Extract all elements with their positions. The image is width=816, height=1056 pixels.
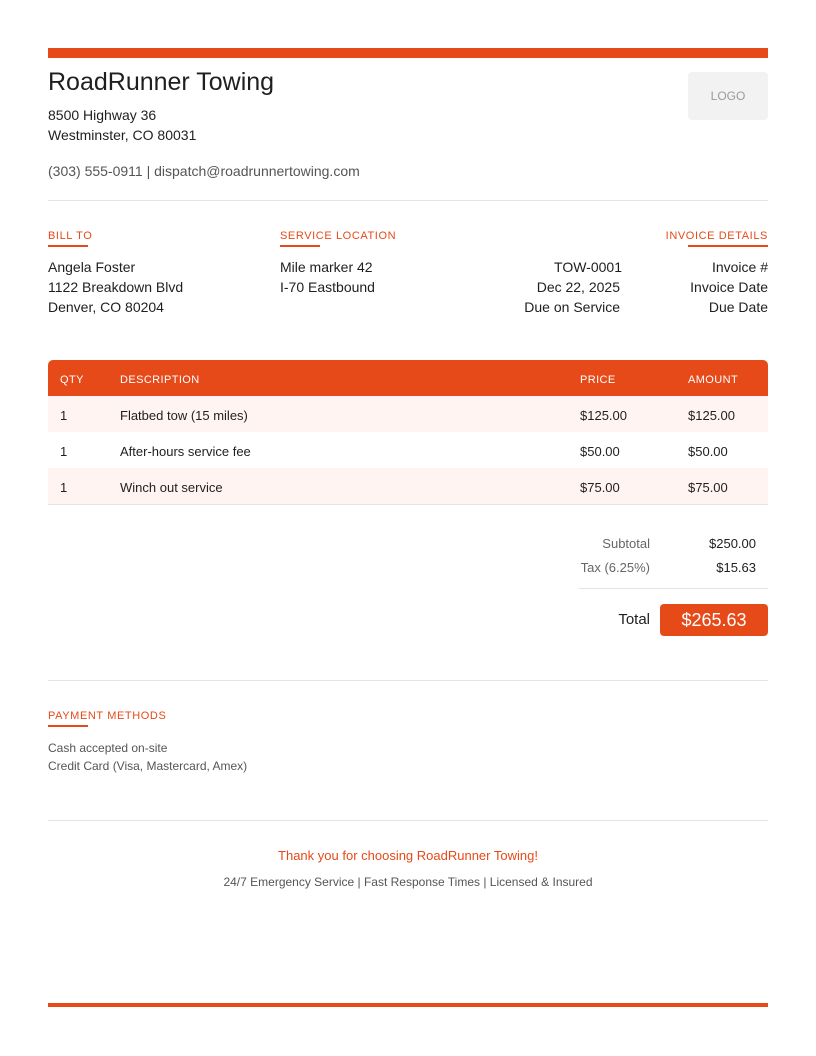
payment-methods-label: PAYMENT METHODS xyxy=(48,710,167,722)
logo-placeholder: LOGO xyxy=(688,72,768,120)
row-qty: 1 xyxy=(60,408,68,423)
header-divider xyxy=(48,200,768,201)
due-date-value: Due on Service xyxy=(524,299,620,315)
amount-header: AMOUNT xyxy=(688,374,739,386)
service-location-line1: Mile marker 42 xyxy=(280,259,373,275)
invoice-page xyxy=(48,0,768,1056)
top-accent-bar xyxy=(48,48,768,58)
bill-to-line2: Denver, CO 80204 xyxy=(48,299,164,315)
totals-divider-full xyxy=(48,680,768,681)
price-header: PRICE xyxy=(580,374,616,386)
tax-value: $15.63 xyxy=(716,560,756,575)
table-row xyxy=(48,396,768,432)
invoice-date-value: Dec 22, 2025 xyxy=(536,279,620,295)
company-name: RoadRunner Towing xyxy=(48,68,275,96)
table-row xyxy=(48,468,768,504)
bill-to-line1: 1122 Breakdown Blvd xyxy=(48,279,184,295)
row-description: After-hours service fee xyxy=(120,444,251,459)
invoice-date-label: Invoice Date xyxy=(690,279,768,295)
tax-label: Tax (6.25%) xyxy=(580,560,650,575)
due-date-label: Due Date xyxy=(708,299,768,315)
items-table-header xyxy=(48,360,768,396)
payment-method-item: Credit Card (Visa, Mastercard, Amex) xyxy=(48,759,248,773)
total-value-badge: $265.63 xyxy=(660,604,768,636)
footer-divider xyxy=(48,820,768,821)
invoice-number-label: Invoice # xyxy=(711,259,768,275)
row-price: $125.00 xyxy=(580,408,627,423)
row-amount: $75.00 xyxy=(688,480,728,495)
subtotal-label: Subtotal xyxy=(602,536,650,551)
payment-methods-underline xyxy=(48,725,88,727)
invoice-details-label: INVOICE DETAILS xyxy=(665,230,768,242)
totals-divider xyxy=(579,588,768,589)
company-address-line1: 8500 Highway 36 xyxy=(48,107,157,123)
bottom-accent-bar xyxy=(48,1003,768,1007)
row-description: Flatbed tow (15 miles) xyxy=(120,408,248,423)
invoice-details-underline xyxy=(688,245,768,247)
invoice-number-value: TOW-0001 xyxy=(554,259,622,275)
bill-to-name: Angela Foster xyxy=(48,259,136,275)
company-contact: (303) 555-0911 | dispatch@roadrunnertowing.com xyxy=(48,163,360,179)
qty-header: QTY xyxy=(60,374,84,386)
footer-tagline: 24/7 Emergency Service | Fast Response Times | Licensed & Insured xyxy=(223,875,593,889)
table-row xyxy=(48,432,768,468)
thank-you-message: Thank you for choosing RoadRunner Towing! xyxy=(278,848,538,863)
row-price: $50.00 xyxy=(580,444,620,459)
row-price: $75.00 xyxy=(580,480,620,495)
description-header: DESCRIPTION xyxy=(120,374,200,386)
service-location-underline xyxy=(280,245,320,247)
row-amount: $125.00 xyxy=(688,408,735,423)
bill-to-label: BILL TO xyxy=(48,230,93,242)
bill-to-underline xyxy=(48,245,88,247)
row-description: Winch out service xyxy=(120,480,223,495)
service-location-line2: I-70 Eastbound xyxy=(280,279,375,295)
total-label: Total xyxy=(618,611,650,628)
table-bottom-border xyxy=(48,504,768,505)
subtotal-value: $250.00 xyxy=(709,536,756,551)
row-qty: 1 xyxy=(60,480,68,495)
row-amount: $50.00 xyxy=(688,444,728,459)
service-location-label: SERVICE LOCATION xyxy=(280,230,397,242)
company-address-line2: Westminster, CO 80031 xyxy=(48,127,197,143)
payment-method-item: Cash accepted on-site xyxy=(48,741,168,755)
row-qty: 1 xyxy=(60,444,68,459)
